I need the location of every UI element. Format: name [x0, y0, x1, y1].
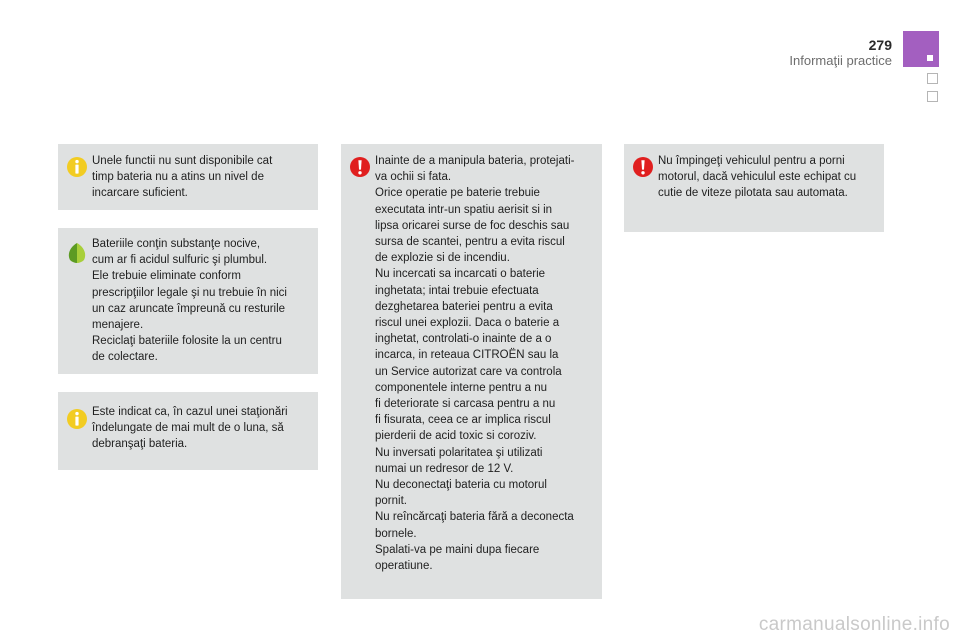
- text-line: timp bateria nu a atins un nivel de: [92, 171, 264, 184]
- text-line: fi fisurata, ceea ce ar implica riscul: [375, 414, 551, 427]
- text-line: Nu deconectaţi bateria cu motorul: [375, 479, 547, 492]
- text-line: inghetat, controlati-o inainte de a o: [375, 333, 552, 346]
- text-line: incarcare suficient.: [92, 187, 188, 200]
- warning-box-handling: [341, 144, 602, 599]
- text-line: fi deteriorate si carcasa pentru a nu: [375, 398, 556, 411]
- text-line: Nu reîncărcaţi bateria fără a deconecta: [375, 511, 574, 524]
- text-line: Este indicat ca, în cazul unei staţionări: [92, 406, 288, 418]
- text-line: motorul, dacă vehiculul este echipat cu: [658, 171, 857, 184]
- info-box-functions: [58, 144, 318, 210]
- nav-box-1[interactable]: [927, 73, 938, 84]
- text-line: Orice operatie pe baterie trebuie: [375, 187, 540, 200]
- text-line: Nu inversati polaritatea şi utilizati: [375, 446, 543, 459]
- text-line: Inainte de a manipula bateria, protejati-: [375, 155, 575, 167]
- info-box-disconnect: [58, 392, 318, 470]
- text-line: cutie de viteze pilotata sau automata.: [658, 187, 848, 200]
- warning-box-push-start: [624, 144, 884, 232]
- text-line: îndelungate de mai mult de o luna, să: [92, 422, 284, 435]
- text-line: inghetata; intai trebuie efectuata: [375, 284, 539, 297]
- text-line: Nu împingeţi vehiculul pentru a porni: [658, 155, 845, 167]
- text-line: va ochii si fata.: [375, 171, 452, 184]
- tab-dot: [927, 55, 933, 61]
- text-line: pierderii de acid toxic si coroziv.: [375, 430, 537, 443]
- info-box-text: [92, 404, 308, 453]
- text-line: bornele.: [375, 527, 417, 540]
- text-line: Ele trebuie eliminate conform: [92, 270, 241, 283]
- text-line: de colectare.: [92, 351, 158, 364]
- text-line: Unele functii nu sunt disponibile cat: [92, 155, 273, 167]
- text-line: executata intr-un spatiu aerisit si in: [375, 203, 553, 216]
- page-number: 279: [868, 37, 892, 53]
- text-line: Bateriile conţin substanţe nocive,: [92, 238, 261, 250]
- text-line: cum ar fi acidul sulfuric şi plumbul.: [92, 254, 268, 267]
- text-line: Spalati-va pe maini dupa fiecare: [375, 543, 540, 556]
- section-title: Informaţii practice: [789, 53, 892, 68]
- text-line: Nu incercati sa incarcati o baterie: [375, 268, 546, 281]
- nav-box-2[interactable]: [927, 91, 938, 102]
- text-line: sursa de scantei, pentru a evita riscul: [375, 236, 565, 249]
- warning-box-text: [658, 153, 874, 202]
- eco-box-battery-disposal: [58, 228, 318, 374]
- text-line: debranşaţi bateria.: [92, 438, 188, 451]
- info-icon: [66, 156, 88, 178]
- text-line: menajere.: [92, 319, 144, 332]
- eco-box-text: [92, 236, 308, 366]
- leaf-icon: [66, 242, 88, 264]
- warning-icon: [349, 156, 371, 178]
- text-line: Reciclaţi bateriile folosite la un centru: [92, 335, 282, 348]
- text-line: prescripţiilor legale şi nu trebuie în nici: [92, 286, 287, 299]
- text-line: dezghetarea bateriei pentru a evita: [375, 300, 553, 313]
- watermark: carmanualsonline.info: [758, 614, 950, 635]
- section-tab[interactable]: [903, 31, 939, 67]
- warning-box-text: [375, 153, 592, 574]
- warning-icon: [632, 156, 654, 178]
- text-line: pornit.: [375, 495, 407, 508]
- text-line: incarca, in reteaua CITROËN sau la: [375, 349, 559, 362]
- text-line: un caz aruncate împreună cu resturile: [92, 302, 286, 315]
- info-icon: [66, 408, 88, 430]
- text-line: un Service autorizat care va controla: [375, 365, 562, 378]
- text-line: componentele interne pentru a nu: [375, 381, 547, 394]
- text-line: lipsa oricarei surse de foc deschis sau: [375, 219, 570, 232]
- text-line: de explozie si de incendiu.: [375, 252, 510, 265]
- info-box-text: [92, 153, 308, 202]
- text-line: riscul unei explozii. Daca o baterie a: [375, 317, 560, 330]
- text-line: operatiune.: [375, 560, 433, 573]
- text-line: numai un redresor de 12 V.: [375, 462, 514, 475]
